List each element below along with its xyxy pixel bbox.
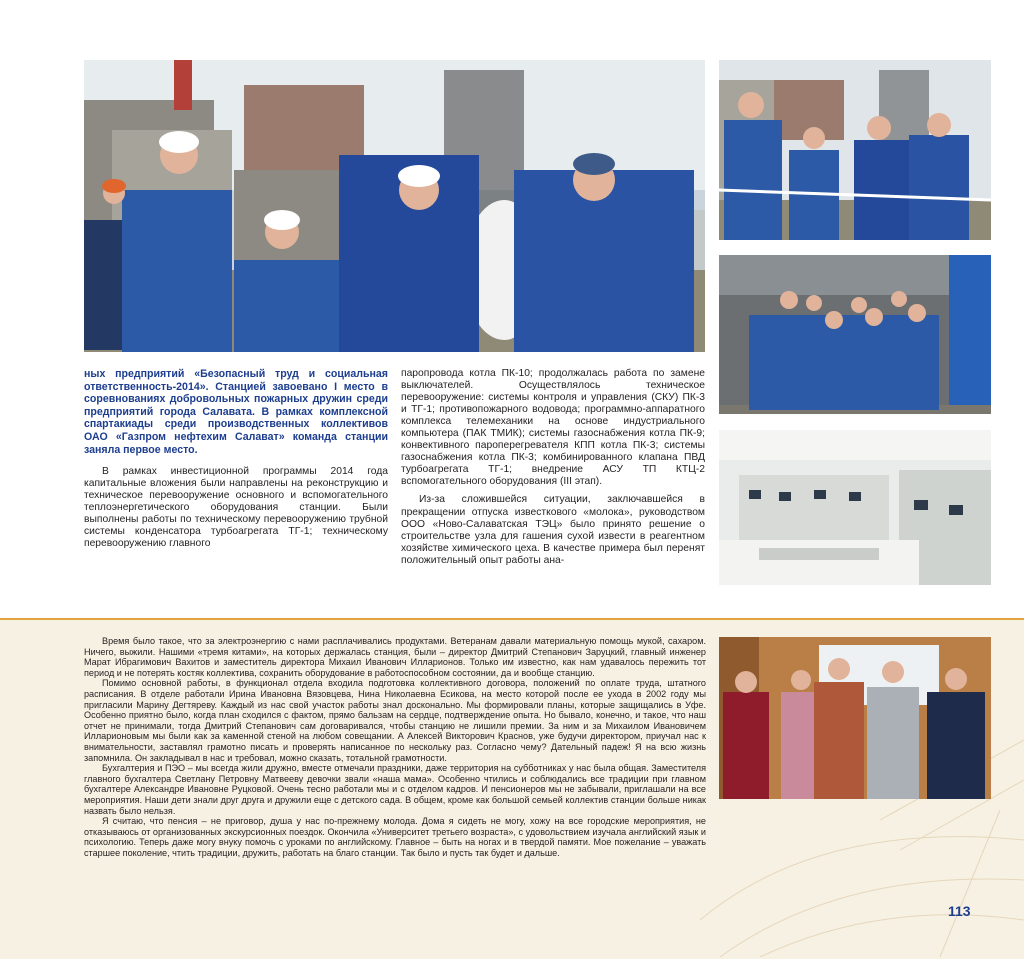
memoir-paragraph: Время было такое, что за электроэнергию с нами расплачивались продуктами. Ветеранам давали материальную помощь мукой, сахаром. Ничего, выжили. Нашими «тремя китами», на которых держалась станция, были – директор Дмитрий Степанович Заруцкий, главный инженер Марат Ибрагимович Вахитов и заместитель директора Михаил Иванович Илларионов. Только им известно, как нам удавалось пережить тот период и не потерять костяк коллектива, сохранить оборудование в работоспособном состоянии, да и вообще станцию. [84,636,706,678]
text-column-middle [401,368,705,573]
lead-paragraph: ных предприятий «Безопасный труд и социальная ответственность-2014». Станцией завоевано I место в соревнованиях добровольных пожарных дружин среди предприятий города Салавата. В рамках комплексной спартакиады среди производственных коллективов ОАО «Газпром нефтехим Салават» команда станции заняла первое место. [84,368,388,456]
page-number: 113 [948,903,971,919]
memoir-paragraph: Помимо основной работы, в функционал отдела входила подготовка коллективного договора, положений по оплате труда, штатного расписания. В отделе работали Ирина Ивановна Вязовцева, Нина Николаевна Есикова, на место которой после ее ухода в 2002 году мы пригласили Марину Дегтяреву. Каждый из нас свой участок работы знал досконально. Мы формировали планы, которые защищались в Уфе. Особенно приятно было, когда план сходился с фактом, прямо бальзам на сердце, подтверждение опыта. Но бывало, конечно, и такое, что наш отчет не принимали, тогда Дмитрий Степанович сам договаривался, чтобы станцию не лишили премии. За ним и за Михаилом Ивановичем Илларионовым мы были как за каменной стеной на любом совещании. А Алексей Викторович Краснов, уже будучи директором, приучал нас к внимательности, заставлял грамотно писать и проверять написанное по нескольку раз. Согласно чему? Дательный падеж! Я на всю жизнь запомнила. Он закладывал в нас и требовал, можно сказать, тотальной грамотности. [84,678,706,763]
office-team-photo [719,637,991,799]
team-group-photo [719,255,991,414]
memoir-text [84,636,706,858]
ribbon-group-photo [719,60,991,240]
memoir-paragraph: Бухгалтерия и ПЭО – мы всегда жили дружно, вместе отмечали праздники, даже территория на субботниках у нас была общая. Заместителя главного бухгалтера Светлану Петровну Матвееву девочки звали «наша мама». Особенно чтились и соблюдались все традиции при главном бухгалтере Александре Ивановне Руцковой. Очень тесно работали мы и с отделом кадров. И пенсионеров мы не забывали, приглашали на все мероприятия. Наши дети знали друг друга и дружили еще с детского сада. В общем, кроме как большой семьей коллектив станции больше никак назвать было нельзя. [84,763,706,816]
body-paragraph: Из-за сложившейся ситуации, заключавшейся в прекращении отпуска известкового «молока», руководством ООО «Ново-Салаватская ТЭЦ» было принято решение о строительстве узла для гашения сухой извести в реагентном хозяйстве химического цеха. В качестве примера был перенят положительный опыт работы ана- [401,494,705,566]
text-column-left [84,368,388,556]
body-paragraph: В рамках инвестиционной программы 2014 года капитальные вложения были направлены на реконструкцию и техническое перевооружение основного и вспомогательного теплоэнергетического оборудования станции. Были выполнены работы по техническому перевооружению трубной системы конденсатора турбоагрегата ТГ-1; техническому перевооружению главного [84,466,388,550]
memoir-paragraph: Я считаю, что пенсия – не приговор, душа у нас по-прежнему молода. Дома я сидеть не могу, хожу на все городские мероприятия, не отказываюсь от организованных экскурсионных поездок. Окончила «Университет третьего возраста», с удовольствием изучала английский язык и психологию. Теперь даже могу внуку помочь с уроками по английскому. Главное – быть на ногах и в твердой памяти. Мое пожелание – уважать старшее поколение, чтить традиции, дружить, работать на благо станции. Так было и пусть так будет и дальше. [84,816,706,858]
body-paragraph: паропровода котла ПК-10; продолжалась работа по замене выключателей. Осуществлялось техническое перевооружение: системы контроля и управления (СКУ) ПК-3 и ТГ-1; противопожарного водовода; программно-аппаратного комплекса телемеханики на основе индустриального компьютера (ПАК ТМИК); системы газоснабжения котла ПК-9; конвективного пароперегревателя КПП котла ПК-3; системы газоснабжения котла ПК-3; комбинированного клапана ПВД турбоагрегата ТГ-1; внедрение АСУ ТП КТЦ-2 вспомогательного оборудования (III этап). [401,368,705,488]
control-room-photo [719,430,991,585]
ribbon-ceremony-photo [84,60,705,352]
